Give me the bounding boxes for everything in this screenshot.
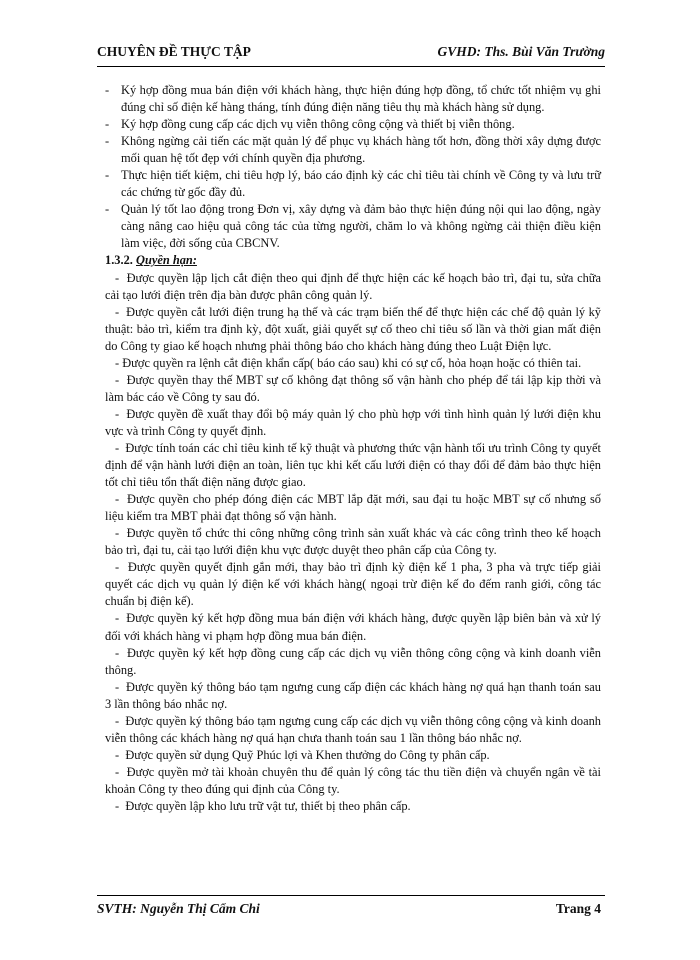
section-heading: 1.3.2. Quyền hạn: <box>105 253 197 268</box>
right-item: - Được quyền cho phép đóng điện các MBT lắp đặt mới, sau đại tu hoặc MBT sự cố nhưng số liệu kiểm tra MBT phải đạt thông số vận hành. <box>105 492 601 524</box>
right-item: - Được quyền ký kết hợp đồng mua bán điện với khách hàng, được quyền lập biên bản và xử lý đối với khách hàng vi phạm hợp đồng mua bán điện. <box>105 611 601 643</box>
page-header <box>97 44 605 64</box>
footer-rule <box>97 895 605 896</box>
right-item: - Được quyền lập lịch cắt điện theo qui định để thực hiện các kế hoạch bảo trì, đại tu, sửa chữa cải tạo lưới điện trên địa bàn được phân công quản lý. <box>105 270 601 302</box>
page-body <box>105 82 601 815</box>
student-label: SVTH: Nguyễn Thị Cẩm Chi <box>97 901 260 916</box>
right-item: - Được quyền ra lệnh cắt điện khẩn cấp( báo cáo sau) khi có sự cố, hỏa hoạn hoặc có thiên tai. <box>115 355 582 370</box>
duty-item: - Ký hợp đồng cung cấp các dịch vụ viễn thông công cộng và thiết bị viễn thông. <box>105 117 515 132</box>
right-item: - Được quyền quyết định gắn mới, thay bảo trì định kỳ điện kế 1 pha, 3 pha và trực tiếp giải quyết các dịch vụ quản lý điện kế với khách hàng( ngoại trừ điện kế đo đếm ranh giới, công tác chuẩn bị điện kế). <box>105 560 602 609</box>
page-number: Trang 4 <box>555 901 601 916</box>
right-item: - Được quyền ký thông báo tạm ngưng cung cấp điện các khách hàng nợ quá hạn thanh toán sau 3 lần thông báo nhắc nợ. <box>105 679 601 711</box>
header-rule <box>97 66 605 67</box>
right-item: - Được quyền cắt lưới điện trung hạ thế và các trạm biến thế để thực hiện các chế độ quản lý kỹ thuật: bảo trì, kiểm tra định kỳ, đột xuất, giải quyết sự cố theo chỉ tiêu số lần và thời gian mất điện do Công ty giao kế hoạch nhưng phải thông báo cho khách hàng đúng theo Luật Điện lực. <box>105 304 601 353</box>
right-item: - Được quyền đề xuất thay đổi bộ máy quản lý cho phù hợp với tình hình quản lý lưới điện khu vực và trình Công ty quyết định. <box>105 406 601 438</box>
right-item: - Được quyền lập kho lưu trữ vật tư, thiết bị theo phân cấp. <box>115 798 411 813</box>
duty-item: - Ký hợp đồng mua bán điện với khách hàng, thực hiện đúng hợp đồng, tổ chức tốt nhiệm vụ ghi đúng chỉ số điện kế hàng tháng, tính đúng điện năng tiêu thụ mà khách hàng sử dụng. <box>105 83 601 115</box>
document-title: CHUYÊN ĐỀ THỰC TẬP <box>97 44 251 59</box>
page-footer <box>97 901 605 921</box>
right-item: - Được tính toán các chỉ tiêu kinh tế kỹ thuật và phương thức vận hành tối ưu trình Công ty quyết định để vận hành lưới điện an toàn, liên tục khi kết cấu lưới điện có thay đổi để đảm bảo thực hiện tốt chỉ tiêu tổn thất điện năng được giao. <box>105 440 601 490</box>
duty-item: - Thực hiện tiết kiệm, chi tiêu hợp lý, báo cáo định kỳ các chỉ tiêu tài chính về Công ty và lưu trữ các chứng từ gốc đầy đủ. <box>105 168 601 200</box>
supervisor-label: GVHD: Ths. Bùi Văn Trường <box>437 44 605 59</box>
right-item: - Được quyền sử dụng Quỹ Phúc lợi và Khen thưởng do Công ty phân cấp. <box>115 747 490 762</box>
duty-item: - Quản lý tốt lao động trong Đơn vị, xây dựng và đảm bảo thực hiện đúng nội qui lao động, ngày càng nâng cao hiệu quả công tác của từng người, chăm lo và không ngừng cải thiện điều kiện làm việc, đời sống của CBCNV. <box>105 202 601 251</box>
section-title: Quyền hạn: <box>136 253 197 268</box>
right-item: - Được quyền tổ chức thi công những công trình sản xuất khác và các công trình theo kế hoạch bảo trì, đại tu, cải tạo lưới điện khu vực được duyệt theo phân cấp của Công ty. <box>105 526 601 558</box>
duty-item: - Không ngừng cải tiến các mặt quản lý để phục vụ khách hàng tốt hơn, đồng thời xây dựng được mối quan hệ tốt đẹp với chính quyền địa phương. <box>105 134 601 166</box>
right-item: - Được quyền mở tài khoản chuyên thu để quản lý công tác thu tiền điện và chuyển ngân về tài khoản Công ty theo đúng qui định của Công ty. <box>105 764 601 796</box>
right-item: - Được quyền thay thế MBT sự cố không đạt thông số vận hành cho phép để tái lập kịp thời và làm bác cáo về Công ty sau đó. <box>105 372 601 404</box>
right-item: - Được quyền ký kết hợp đồng cung cấp các dịch vụ viễn thông công cộng và kinh doanh viễn thông. <box>105 645 601 677</box>
right-item: - Được quyền ký thông báo tạm ngưng cung cấp các dịch vụ viễn thông công cộng và kinh doanh viễn thông các khách hàng nợ quá hạn chưa thanh toán sau 1 lần thông báo nhắc nợ. <box>105 713 601 745</box>
